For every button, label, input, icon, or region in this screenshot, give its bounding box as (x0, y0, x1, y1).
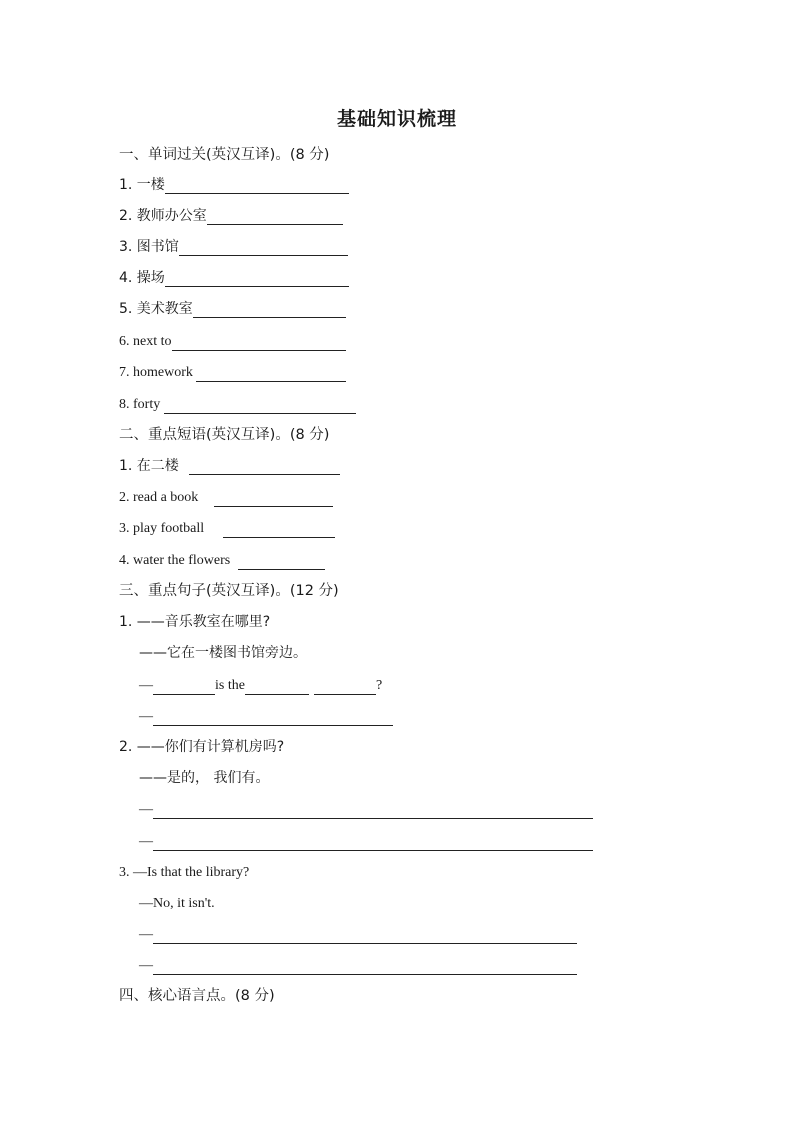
sentence-1-fill-text: is the (215, 678, 245, 693)
sentence-3-prompt-text: 3. —Is that the library? (119, 865, 250, 880)
answer-blank[interactable] (153, 959, 577, 975)
sentence-2-answer-prompt: ——是的， 我们有。 (139, 770, 270, 786)
dash: — (139, 927, 153, 942)
vocab-item-5-label: 5. 美术教室 (119, 301, 193, 317)
vocab-item-2 (119, 207, 343, 225)
answer-blank[interactable] (164, 398, 356, 414)
phrase-item-2 (119, 488, 333, 507)
dash: — (139, 802, 153, 817)
answer-blank[interactable] (153, 710, 393, 726)
sentence-1-fill (139, 676, 382, 695)
vocab-item-1-label: 1. 一楼 (119, 177, 165, 193)
phrase-item-3 (119, 519, 335, 538)
section-4-heading: 四、核心语言点。(8 分) (119, 988, 275, 1004)
vocab-item-1 (119, 176, 349, 194)
answer-blank[interactable] (165, 178, 349, 194)
phrase-item-2-label: 2. read a book (119, 490, 199, 505)
vocab-item-8-label: 8. forty (119, 397, 164, 412)
answer-blank[interactable] (153, 679, 215, 695)
phrase-item-1 (119, 457, 340, 475)
page-title: 基础知识梳理 (336, 108, 457, 130)
vocab-item-6-label: 6. next to (119, 334, 172, 349)
phrase-item-4 (119, 551, 325, 570)
vocab-item-7-label: 7. homework (119, 365, 197, 380)
phrase-item-3-label: 3. play football (119, 521, 205, 536)
sentence-2-line-1 (139, 800, 593, 819)
phrase-item-1-label: 1. 在二楼 (119, 458, 179, 474)
section-3-heading: 三、重点句子(英汉互译)。(12 分) (119, 583, 339, 599)
answer-blank[interactable] (165, 271, 349, 287)
vocab-item-8 (119, 395, 356, 414)
sentence-3-line-2 (139, 956, 577, 975)
dash: — (139, 709, 153, 724)
answer-blank[interactable] (172, 335, 346, 351)
phrase-item-4-label: 4. water the flowers (119, 553, 231, 568)
answer-blank[interactable] (196, 366, 346, 382)
vocab-item-3-label: 3. 图书馆 (119, 239, 179, 255)
answer-blank[interactable] (207, 209, 343, 225)
sentence-2-prompt: 2. ——你们有计算机房吗? (119, 739, 285, 755)
answer-blank[interactable] (153, 928, 577, 944)
answer-blank[interactable] (153, 835, 593, 851)
vocab-item-6 (119, 332, 346, 351)
answer-blank[interactable] (223, 522, 335, 538)
vocab-item-5 (119, 300, 346, 318)
sentence-3-line-1 (139, 925, 577, 944)
sentence-3-answer-prompt (139, 894, 215, 913)
dash: — (139, 678, 153, 693)
dash: — (139, 834, 153, 849)
vocab-item-4 (119, 269, 349, 287)
answer-blank[interactable] (189, 459, 340, 475)
vocab-item-4-label: 4. 操场 (119, 270, 165, 286)
sentence-2-line-2 (139, 832, 593, 851)
answer-blank[interactable] (314, 679, 376, 695)
sentence-1-answer-prompt: ——它在一楼图书馆旁边。 (139, 645, 307, 661)
question-mark: ? (375, 678, 383, 693)
vocab-item-7 (119, 363, 346, 382)
section-2-heading: 二、重点短语(英汉互译)。(8 分) (119, 427, 330, 443)
sentence-1-answer-line (139, 707, 393, 726)
vocab-item-3 (119, 238, 348, 256)
answer-blank[interactable] (245, 679, 309, 695)
answer-blank[interactable] (214, 491, 333, 507)
dash: — (139, 958, 153, 973)
vocab-item-2-label: 2. 教师办公室 (119, 208, 207, 224)
answer-blank[interactable] (238, 554, 325, 570)
answer-blank[interactable] (153, 803, 593, 819)
answer-blank[interactable] (179, 240, 348, 256)
sentence-1-prompt: 1. ——音乐教室在哪里? (119, 614, 271, 630)
answer-blank[interactable] (193, 302, 346, 318)
sentence-3-answer-text: —No, it isn't. (139, 896, 215, 911)
sentence-3-prompt (119, 863, 249, 882)
section-1-heading: 一、单词过关(英汉互译)。(8 分) (119, 147, 330, 163)
